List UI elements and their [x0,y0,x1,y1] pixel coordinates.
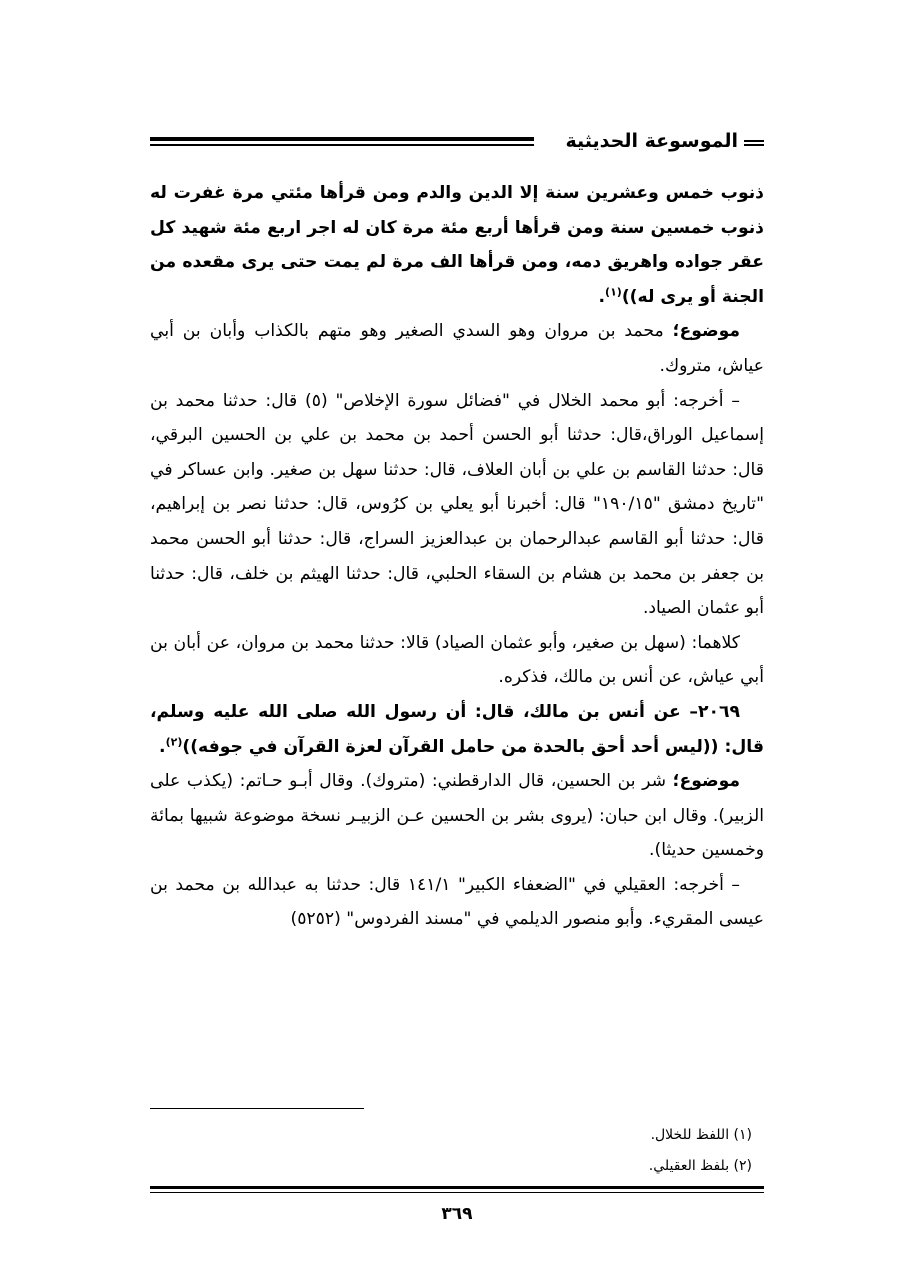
period: . [159,736,166,757]
hadith-text: ذنوب خمس وعشرين سنة إلا الدين والدم ومن قرأها مئتي مرة غفرت له ذنوب خمسين سنة ومن قرأها أربع مئة مرة كان له اجر اربع مئة شهيد كل عقر جواده واهريق دمه، ومن قرأها الف مرة لم يمت حتى يرى مقعده من الجنة أو يرى له)) [150,183,764,307]
hadith-2069-text: ٢٠٦٩– عن أنس بن مالك، قال: أن رسول الله صلى الله عليه وسلم، قال: ((ليس أحد أحق بالحدة من حامل القرآن لعزة القرآن في جوفه)) [150,701,764,757]
footnote-ref-2: (٢) [165,734,183,748]
footnote-separator [150,1108,364,1109]
header-title: الموسوعة الحديثية [560,125,745,157]
ruling-label-2: موضوع؛ [672,771,740,792]
paragraph-takhrij: – أخرجه: أبو محمد الخلال في "فضائل سورة الإخلاص" (٥) قال: حدثنا محمد بن إسماعيل الوراق،قال: حدثنا أبو الحسن أحمد بن محمد بن علي بن الحسين البرقي، قال: حدثنا القاسم بن علي بن أبان العلاف، قال: حدثنا سهل بن صغير. وابن عساكر في "تاريخ دمشق "١٩٠/١٥" قال: أخبرنا أبو يعلي بن كرُوس، قال: حدثنا نصر بن إبراهيم، قال: حدثنا أبو القاسم عبدالرحمان بن عبدالعزيز السراج، قال: حدثنا أبو الحسن محمد بن جعفر بن محمد بن هشام بن السقاء الحلبي، قال: حدثنا الهيثم بن خلف، قال: حدثنا أبو عثمان الصياد. [150,390,764,619]
paragraph-ruling [150,314,764,383]
ruling-text: محمد بن مروان وهو السدي الصغير وهو متهم بالكذاب وأبان بن أبي عياش، متروك. [150,321,764,376]
page-number: ٣٦٩ [441,1204,473,1224]
header-rule-left [150,137,534,146]
footnote-2: (٢) بلفظ العقيلي. [648,1158,752,1174]
paragraph-ruling-2 [150,764,764,868]
paragraph-both: كلاهما: (سهل بن صغير، وأبو عثمان الصياد) قالا: حدثنا محمد بن مروان، عن أبان بن أبي عياش، عن أنس بن مالك، فذكره. [150,632,764,688]
page-body [150,176,764,937]
running-header [150,125,764,159]
ruling-text-2: شر بن الحسين، قال الدارقطني: (متروك). وقال أبـو حـاتم: (يكذب على الزبير). وقال ابن حبان: (يروى بشر بن الحسين عـن الزبيـر نسخة موضوعة شبيها بمائة وخمسين حديثا). [150,771,764,861]
footer-rule [150,1186,764,1193]
document-page [150,0,764,1274]
footnote-1: (١) اللفظ للخلال. [650,1127,752,1143]
paragraph-takhrij-2: – أخرجه: العقيلي في "الضعفاء الكبير" ١٤١/١ قال: حدثنا به عبدالله بن محمد بن عيسى المقريء. وأبو منصور الديلمي في "مسند الفردوس" (٥٢٥٢) [150,874,764,930]
paragraph-hadith-2069 [150,695,764,764]
footnote-ref-1: (١) [605,285,622,299]
period: . [598,286,606,307]
header-rule-right [744,140,764,146]
ruling-label: موضوع؛ [672,321,740,342]
footnotes [150,1120,764,1182]
paragraph-hadith-text [150,176,764,314]
